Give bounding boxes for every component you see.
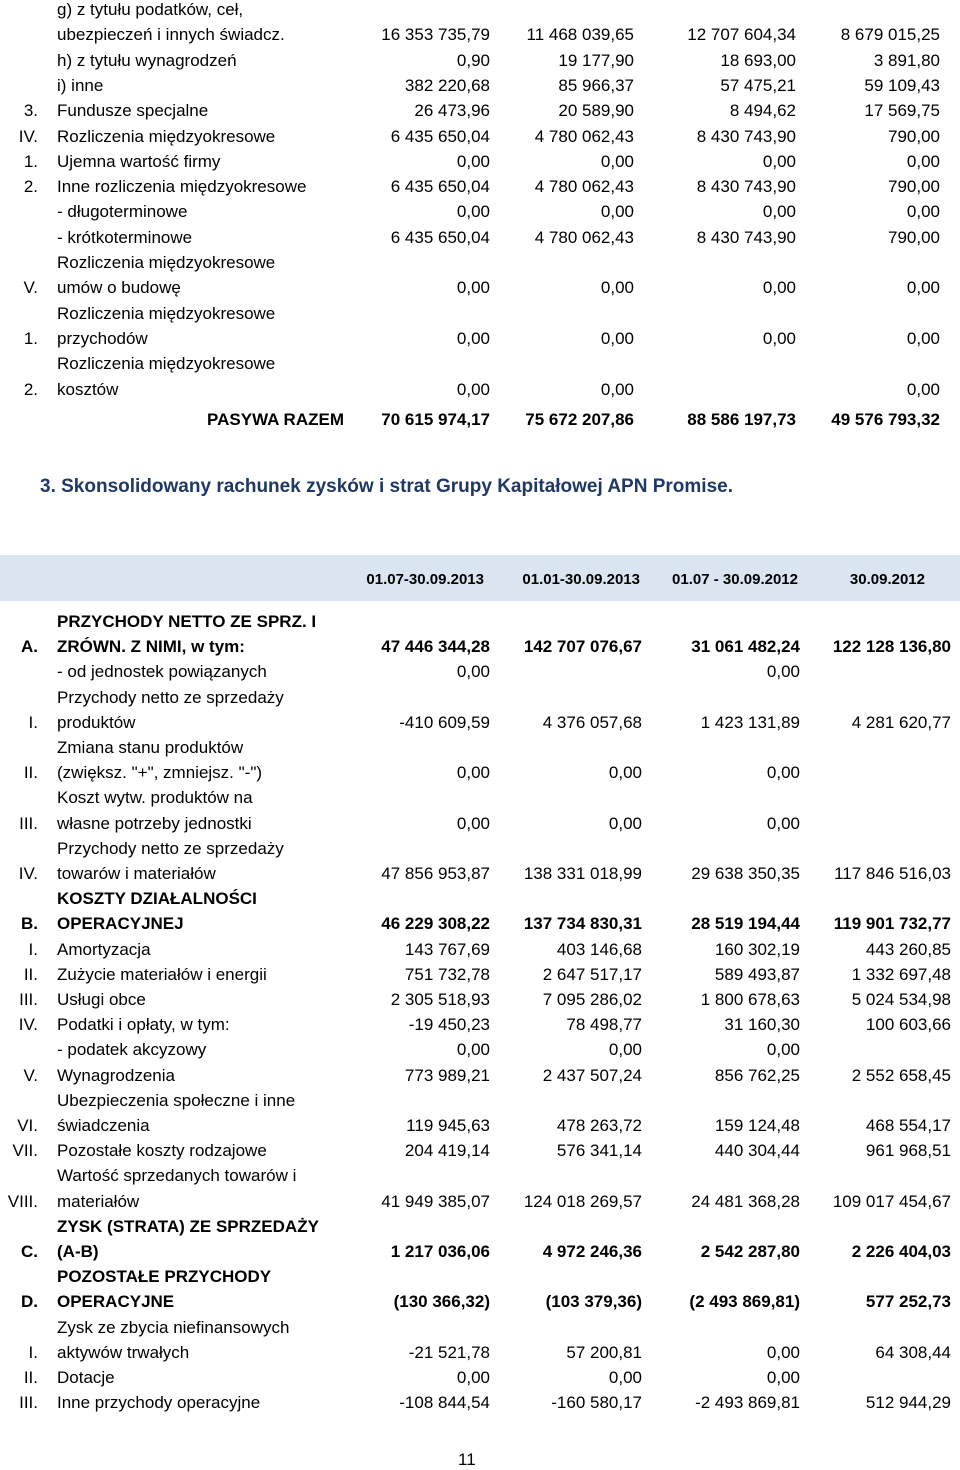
row-label: Inne rozliczenia międzyokresowe [57, 177, 307, 197]
value-cell: 138 331 018,99 [523, 864, 642, 883]
row-label: Ubezpieczenia społeczne i inne [57, 1090, 296, 1110]
row-number: 1. [23, 328, 38, 348]
value-cell: 47 856 953,87 [381, 864, 490, 883]
row-label: OPERACYJNE [57, 1292, 175, 1312]
row-label: Zużycie materiałów i energii [57, 964, 267, 984]
value-cell: 2 305 518,93 [390, 990, 490, 1009]
value-cell: 961 968,51 [865, 1141, 951, 1161]
value-cell: 0,00 [456, 763, 490, 783]
value-cell: 1 332 697,48 [851, 964, 951, 984]
row-label: POZOSTAŁE PRZYCHODY [57, 1267, 272, 1287]
value-cell: 0,90 [456, 50, 490, 70]
value-cell: 8 430 743,90 [696, 227, 796, 247]
value-cell: 1 423 131,89 [700, 712, 800, 732]
row-label: aktywów trwałych [57, 1342, 190, 1362]
value-cell: 589 493,87 [714, 964, 800, 984]
value-cell: -2 493 869,81 [695, 1393, 800, 1413]
value-cell: 29 638 350,35 [691, 864, 800, 883]
value-cell: 0,00 [600, 151, 634, 171]
row-number: 3. [23, 101, 38, 121]
value-cell: 0,00 [600, 278, 634, 298]
row-label: g) z tytułu podatków, ceł, [57, 0, 244, 19]
row-label: PRZYCHODY NETTO ZE SPRZ. I [57, 612, 317, 631]
value-cell: 119 945,63 [406, 1116, 490, 1135]
row-label: własne potrzeby jednostki [57, 813, 252, 833]
value-cell: -108 844,54 [399, 1393, 490, 1413]
value-cell: 6 435 650,04 [390, 177, 490, 197]
value-cell: 18 693,00 [720, 50, 796, 70]
row-number: IV. [18, 126, 38, 146]
value-cell: 1 800 678,63 [700, 990, 800, 1009]
row-label: Rozliczenia międzyokresowe [57, 354, 276, 374]
value-cell: 0,00 [456, 662, 490, 682]
value-cell: 0,00 [906, 278, 940, 298]
value-cell: 100 603,66 [865, 1015, 951, 1035]
value-cell: 6 435 650,04 [390, 126, 490, 146]
value-cell: 0,00 [766, 662, 800, 682]
row-number: III. [19, 990, 38, 1009]
value-cell: 5 024 534,98 [851, 990, 951, 1009]
row-label: Koszt wytw. produktów na [57, 788, 253, 808]
row-label: - podatek akcyzowy [57, 1040, 207, 1060]
row-label: Wartość sprzedanych towarów i [57, 1166, 297, 1186]
value-cell: 773 989,21 [404, 1065, 490, 1085]
row-label: - od jednostek powiązanych [57, 662, 267, 682]
value-cell: 0,00 [766, 813, 800, 833]
row-number: 1. [23, 151, 38, 171]
value-cell: -19 450,23 [408, 1015, 490, 1035]
value-cell: 0,00 [608, 1368, 642, 1387]
value-cell: 0,00 [906, 379, 940, 399]
value-cell: 0,00 [456, 278, 490, 298]
row-label: - krótkoterminowe [57, 227, 193, 247]
value-cell: 0,00 [906, 151, 940, 171]
value-cell: 6 435 650,04 [390, 227, 490, 247]
value-cell: 16 353 735,79 [381, 25, 490, 45]
value-cell: 12 707 604,34 [687, 25, 796, 45]
value-cell: 0,00 [906, 328, 940, 348]
row-number: I. [28, 939, 38, 959]
value-cell: -21 521,78 [408, 1342, 490, 1362]
value-cell: 3 891,80 [873, 50, 940, 70]
row-label: Dotacje [57, 1368, 115, 1387]
row-number: VII. [12, 1141, 38, 1161]
row-label: produktów [57, 712, 136, 732]
total-value: 70 615 974,17 [381, 410, 490, 429]
row-label: Rozliczenia międzyokresowe [57, 303, 276, 323]
value-cell: 576 341,14 [556, 1141, 642, 1161]
value-cell: 4 780 062,43 [534, 227, 634, 247]
value-cell: 0,00 [456, 202, 490, 222]
value-cell: 109 017 454,67 [832, 1191, 951, 1211]
row-label: towarów i materiałów [57, 864, 216, 883]
row-label: ZRÓWN. Z NIMI, w tym: [57, 637, 245, 657]
value-cell: 64 308,44 [875, 1342, 951, 1362]
value-cell: 403 146,68 [556, 939, 642, 959]
value-cell: (2 493 869,81) [689, 1292, 800, 1312]
value-cell: 28 519 194,44 [691, 914, 800, 934]
value-cell: 856 762,25 [714, 1065, 800, 1085]
value-cell: 47 446 344,28 [381, 637, 490, 657]
row-number: V. [23, 278, 38, 298]
row-label: Amortyzacja [57, 939, 151, 959]
value-cell: 0,00 [762, 151, 796, 171]
value-cell: 59 109,43 [864, 75, 940, 95]
value-cell: 11 468 039,65 [526, 25, 634, 45]
value-cell: 8 494,62 [729, 101, 796, 121]
value-cell: 122 128 136,80 [832, 637, 951, 657]
row-label: (zwiększ. "+", zmniejsz. "-") [57, 763, 263, 783]
value-cell: 137 734 830,31 [523, 914, 642, 934]
row-label: h) z tytułu wynagrodzeń [57, 50, 237, 70]
value-cell: 160 302,19 [714, 939, 800, 959]
value-cell: 4 376 057,68 [542, 712, 642, 732]
row-label: ubezpieczeń i innych świadcz. [57, 25, 285, 45]
row-label: Zmiana stanu produktów [57, 738, 244, 757]
row-number: A. [21, 637, 38, 657]
value-cell: 0,00 [600, 379, 634, 399]
row-label: Usługi obce [57, 990, 146, 1009]
row-number: I. [28, 1342, 38, 1362]
row-label: Przychody netto ze sprzedaży [57, 687, 284, 707]
row-number: V. [23, 1065, 38, 1085]
row-label: kosztów [57, 379, 119, 399]
value-cell: 0,00 [762, 328, 796, 348]
value-cell: 4 972 246,36 [542, 1242, 642, 1261]
column-header: 01.01-30.09.2013 [522, 571, 640, 588]
value-cell: 0,00 [456, 151, 490, 171]
row-label: Fundusze specjalne [57, 101, 209, 121]
value-cell: 0,00 [608, 1040, 642, 1060]
value-cell: 4 780 062,43 [534, 126, 634, 146]
value-cell: 4 780 062,43 [534, 177, 634, 197]
value-cell: 0,00 [600, 328, 634, 348]
row-label: (A-B) [57, 1242, 99, 1261]
value-cell: 751 732,78 [404, 964, 490, 984]
value-cell: 85 966,37 [558, 75, 634, 95]
value-cell: 790,00 [888, 227, 940, 247]
value-cell: 31 061 482,24 [691, 637, 800, 657]
value-cell: 0,00 [766, 763, 800, 783]
value-cell: 468 554,17 [865, 1116, 951, 1135]
row-label: i) inne [57, 75, 104, 95]
row-label: Pozostałe koszty rodzajowe [57, 1141, 267, 1161]
value-cell: 57 475,21 [720, 75, 796, 95]
row-label: Rozliczenia międzyokresowe [57, 126, 276, 146]
value-cell: 2 542 287,80 [700, 1242, 800, 1261]
row-number: 2. [23, 379, 38, 399]
row-label: Zysk ze zbycia niefinansowych [57, 1317, 290, 1337]
total-value: 75 672 207,86 [525, 410, 634, 429]
value-cell: 0,00 [766, 1040, 800, 1060]
value-cell: 478 263,72 [556, 1116, 642, 1135]
value-cell: 26 473,96 [414, 101, 490, 121]
value-cell: 4 281 620,77 [851, 712, 951, 732]
value-cell: 0,00 [456, 813, 490, 833]
value-cell: 443 260,85 [865, 939, 951, 959]
value-cell: 19 177,90 [558, 50, 634, 70]
row-label: Wynagrodzenia [57, 1065, 175, 1085]
value-cell: (130 366,32) [393, 1292, 490, 1312]
row-number: II. [23, 763, 38, 783]
total-label: PASYWA RAZEM [207, 410, 344, 429]
value-cell: 24 481 368,28 [691, 1191, 800, 1211]
value-cell: 7 095 286,02 [542, 990, 642, 1009]
value-cell: 790,00 [888, 177, 940, 197]
value-cell: 8 430 743,90 [696, 126, 796, 146]
row-number: D. [21, 1292, 38, 1312]
value-cell: 2 226 404,03 [851, 1242, 951, 1261]
row-number: II. [23, 964, 38, 984]
value-cell: (103 379,36) [545, 1292, 642, 1312]
row-number: IV. [18, 1015, 38, 1035]
row-number: III. [19, 813, 38, 833]
value-cell: 0,00 [608, 763, 642, 783]
row-label: materiałów [57, 1191, 140, 1211]
value-cell: 382 220,68 [404, 75, 490, 95]
row-label: Inne przychody operacyjne [57, 1393, 261, 1413]
value-cell: 8 430 743,90 [696, 177, 796, 197]
row-label: Ujemna wartość firmy [57, 151, 221, 171]
row-number: III. [19, 1393, 38, 1413]
value-cell: 31 160,30 [724, 1015, 800, 1035]
value-cell: 2 647 517,17 [542, 964, 642, 984]
value-cell: 0,00 [906, 202, 940, 222]
row-number: IV. [18, 864, 38, 883]
value-cell: 0,00 [762, 278, 796, 298]
value-cell: 204 419,14 [404, 1141, 490, 1161]
row-number: I. [28, 712, 38, 732]
value-cell: 0,00 [600, 202, 634, 222]
value-cell: 17 569,75 [864, 101, 940, 121]
column-header: 01.07 - 30.09.2012 [672, 571, 798, 588]
value-cell: 41 949 385,07 [381, 1191, 490, 1211]
value-cell: 0,00 [456, 1368, 490, 1387]
value-cell: 159 124,48 [714, 1116, 800, 1135]
total-value: 88 586 197,73 [687, 410, 796, 429]
value-cell: 119 901 732,77 [833, 914, 951, 934]
value-cell: 143 767,69 [404, 939, 490, 959]
row-label: ZYSK (STRATA) ZE SPRZEDAŻY [57, 1216, 319, 1236]
value-cell: 0,00 [762, 202, 796, 222]
value-cell: 124 018 269,57 [523, 1191, 642, 1211]
value-cell: 0,00 [456, 328, 490, 348]
row-label: świadczenia [57, 1116, 150, 1135]
column-header: 01.07-30.09.2013 [366, 571, 484, 588]
value-cell: 0,00 [766, 1342, 800, 1362]
value-cell: 57 200,81 [566, 1342, 642, 1362]
value-cell: 440 304,44 [714, 1141, 800, 1161]
row-label: KOSZTY DZIAŁALNOŚCI [57, 889, 257, 909]
section-title: 3. Skonsolidowany rachunek zysków i strat Grupy Kapitałowej APN Promise. [40, 476, 733, 497]
row-label: umów o budowę [57, 278, 181, 298]
value-cell: 1 217 036,06 [390, 1242, 490, 1261]
row-number: VIII. [7, 1191, 38, 1211]
row-number: VI. [17, 1116, 38, 1135]
row-label: Podatki i opłaty, w tym: [57, 1015, 230, 1035]
value-cell: 512 944,29 [865, 1393, 951, 1413]
row-number: II. [23, 1368, 38, 1387]
value-cell: -160 580,17 [551, 1393, 642, 1413]
value-cell: 0,00 [766, 1368, 800, 1387]
value-cell: 0,00 [456, 379, 490, 399]
row-label: Przychody netto ze sprzedaży [57, 838, 284, 858]
value-cell: 46 229 308,22 [381, 914, 490, 934]
value-cell: 78 498,77 [566, 1015, 642, 1035]
value-cell: 2 437 507,24 [542, 1065, 642, 1085]
value-cell: 0,00 [456, 1040, 490, 1060]
value-cell: 577 252,73 [865, 1292, 951, 1312]
row-number: C. [21, 1242, 38, 1261]
value-cell: 0,00 [608, 813, 642, 833]
row-label: przychodów [57, 328, 148, 348]
page-number: 11 [458, 1450, 476, 1469]
column-header: 30.09.2012 [849, 571, 925, 588]
total-value: 49 576 793,32 [831, 410, 940, 429]
row-label: - długoterminowe [57, 202, 188, 222]
value-cell: 790,00 [888, 126, 940, 146]
value-cell: 2 552 658,45 [851, 1065, 951, 1085]
row-number: 2. [23, 177, 38, 197]
value-cell: 20 589,90 [558, 101, 634, 121]
row-number: B. [21, 914, 38, 934]
value-cell: 117 846 516,03 [834, 864, 951, 883]
row-label: Rozliczenia międzyokresowe [57, 253, 276, 272]
row-label: OPERACYJNEJ [57, 914, 184, 934]
value-cell: -410 609,59 [399, 712, 490, 732]
value-cell: 8 679 015,25 [840, 25, 940, 45]
value-cell: 142 707 076,67 [523, 637, 642, 657]
